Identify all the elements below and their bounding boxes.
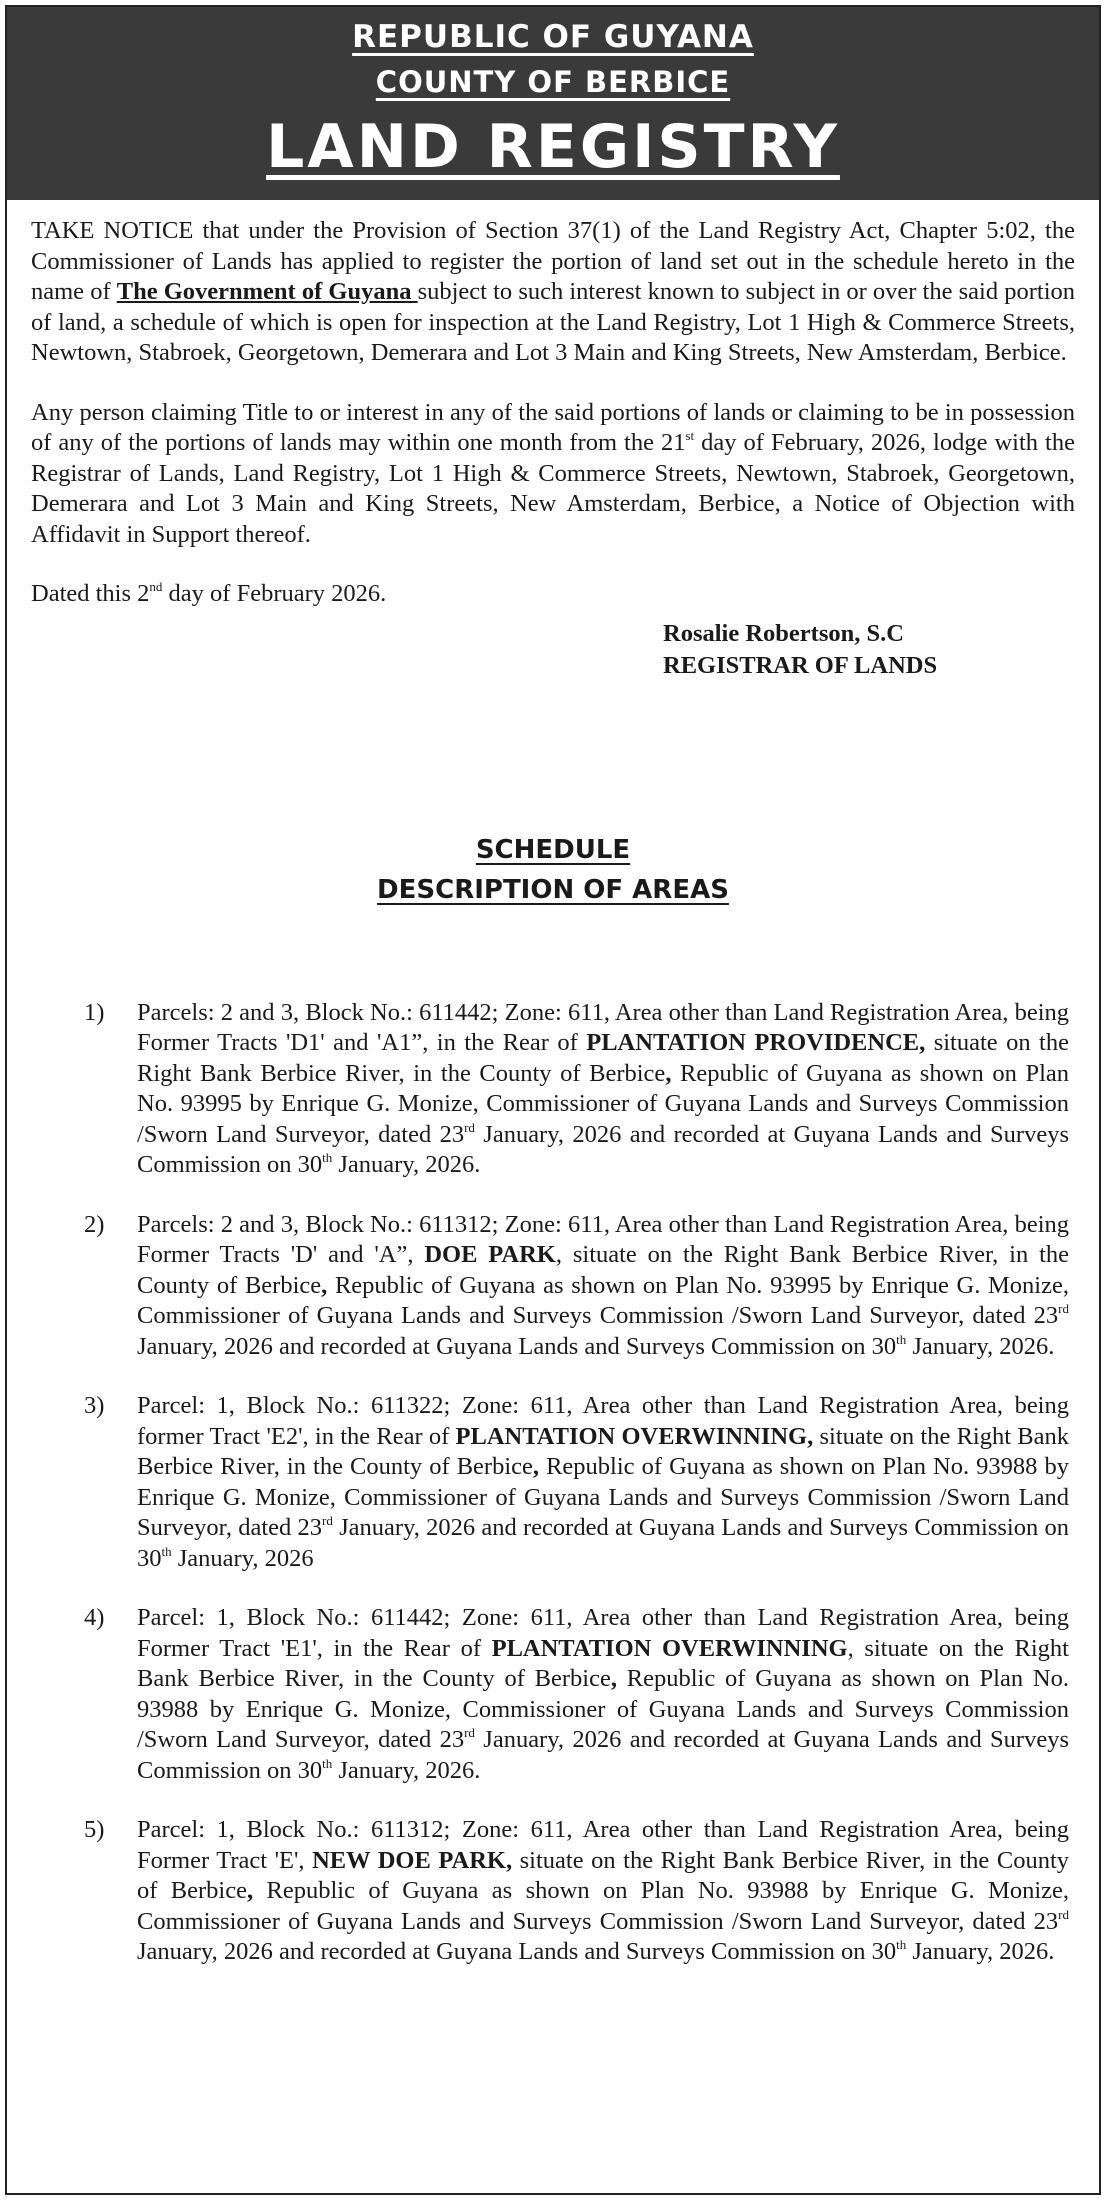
list-item-fragment: th — [161, 1543, 172, 1559]
list-item — [31, 1210, 1075, 1363]
list-item — [31, 1603, 1075, 1786]
notice-p2-sup: st — [685, 428, 695, 443]
list-item-text — [137, 1603, 1075, 1786]
list-item-fragment: th — [896, 1937, 907, 1952]
schedule-list — [31, 998, 1075, 1968]
signature-block — [663, 618, 1075, 682]
header-title: LAND REGISTRY — [266, 112, 840, 182]
list-item-fragment: rd — [464, 1725, 475, 1740]
list-item-fragment: , situate on the Right Bank Berbice River, in the County of Berbice — [137, 1634, 1069, 1692]
schedule-subtitle: DESCRIPTION OF AREAS — [377, 874, 729, 905]
list-item-fragment: Parcels: 2 and 3, Block No.: 611442; Zone: 611, Area other than Land Registration Area, being Former Tracts 'D1' and 'A1”, in the Rear of — [137, 998, 1069, 1056]
list-item-fragment: January, 2026. — [332, 1756, 481, 1784]
header-county: COUNTY OF BERBICE — [375, 65, 731, 99]
dated-text: Dated this 2 — [31, 580, 150, 607]
list-item-fragment: th — [322, 1755, 333, 1771]
list-item-fragment: January, 2026. — [906, 1938, 1055, 1965]
list-item-number: 1) — [84, 998, 105, 1026]
registrar-name: Rosalie Robertson, S.C — [663, 619, 904, 647]
list-item-fragment: January, 2026 and recorded at Guyana Lands and Surveys Commission on 30 — [137, 1938, 897, 1965]
list-item-fragment: , — [665, 1059, 672, 1087]
list-item-fragment: situate on the Right Bank Berbice River, in the County of Berbice — [137, 1422, 1069, 1480]
list-item-fragment: Republic of Guyana as shown on Plan No. 93995 by Enrique G. Monize, Commissioner of Guyana Lands and Surveys Commission /Sworn Land Surveyor, dated 23 — [137, 1059, 1070, 1148]
property-name: DOE PARK — [424, 1241, 556, 1268]
list-item-text — [137, 1815, 1075, 1968]
list-item-fragment: , — [532, 1453, 540, 1480]
list-item-fragment: January, 2026 and recorded at Guyana Lands and Surveys Commission on 30 — [137, 1514, 1069, 1572]
list-item-fragment: situate on the Right Bank Berbice River, in the County of Berbice — [137, 1846, 1070, 1904]
notice-body — [7, 200, 1099, 1968]
notice-frame — [5, 5, 1101, 2195]
header-country: REPUBLIC OF GUYANA — [352, 19, 754, 55]
list-item-fragment: , — [610, 1665, 617, 1692]
list-item-text — [137, 1210, 1075, 1363]
list-item-fragment: Parcels: 2 and 3, Block No.: 611312; Zone: 611, Area other than Land Registration Area, being Former Tracts 'D' and 'A”, — [137, 1210, 1069, 1268]
list-item-text — [137, 998, 1075, 1181]
list-item-fragment: Parcel: 1, Block No.: 611442; Zone: 611, Area other than Land Registration Area, being Former Tract 'E1', in the Rear of — [137, 1604, 1069, 1662]
list-item — [31, 1391, 1075, 1574]
registrar-title: REGISTRAR OF LANDS — [663, 651, 938, 679]
dated-sup: nd — [149, 579, 163, 594]
applicant-name: The Government of Guyana — [116, 278, 418, 305]
list-item-fragment: , — [247, 1877, 254, 1904]
list-item-fragment: January, 2026 and recorded at Guyana Lands and Surveys Commission on 30 — [137, 1332, 897, 1360]
notice-p2-rest: day of February, 2026, lodge with the Registrar of Lands, Land Registry, Lot 1 High & Commerce Streets, Newtown, Stabroek, Georgetown, Demerara and Lot 3 Main and King Streets, New Amsterdam, Berbice, a Notice of Objection with Affidavit in Support thereof. — [31, 429, 1075, 548]
schedule-heading — [31, 830, 1075, 910]
list-item-fragment: Parcel: 1, Block No.: 611312; Zone: 611, Area other than Land Registration Area, being Former Tract 'E', — [137, 1816, 1069, 1874]
dated-rest: day of February 2026. — [162, 580, 387, 607]
dated-line — [31, 579, 1075, 610]
list-item-fragment: January, 2026 — [171, 1544, 314, 1572]
list-item-number: 2) — [84, 1210, 105, 1238]
list-item-fragment: Parcel: 1, Block No.: 611322; Zone: 611, Area other than Land Registration Area, being former Tract 'E2', in the Rear of — [137, 1392, 1069, 1450]
list-item-fragment: January, 2026. — [332, 1151, 481, 1178]
list-item-fragment: th — [322, 1150, 333, 1165]
list-item-fragment: rd — [322, 1513, 333, 1528]
list-item-fragment: Republic of Guyana as shown on Plan No. 93988 by Enrique G. Monize, Commissioner of Guyana Lands and Surveys Commission /Sworn Land Surveyor, dated 23 — [137, 1877, 1070, 1935]
list-item — [31, 1815, 1075, 1968]
notice-p2-text: Any person claiming Title to or interest in any of the said portions of lands or claiming to be in possession of any of the portions of lands may within one month from the 21 — [31, 398, 1075, 456]
list-item-fragment: Republic of Guyana as shown on Plan No. 93988 by Enrique G. Monize, Commissioner of Guyana Lands and Surveys Commission /Sworn Land Surveyor, dated 23 — [137, 1453, 1069, 1541]
list-item-fragment: January, 2026 and recorded at Guyana Lands and Surveys Commission on 30 — [137, 1120, 1069, 1178]
notice-p1-rest: subject to such interest known to subject in or over the said portion of land, a schedule of which is open for inspection at the Land Registry, Lot 1 High & Commerce Streets, Newtown, Stabroek, Georgetown, Demerara and Lot 3 Main and King Streets, New Amsterdam, Berbice. — [31, 278, 1075, 366]
list-item-fragment: th — [896, 1331, 907, 1347]
list-item-fragment: January, 2026. — [906, 1332, 1055, 1360]
property-name: PLANTATION OVERWINNING, — [455, 1422, 814, 1450]
list-item-number: 5) — [84, 1816, 105, 1843]
list-item-fragment: , — [321, 1271, 328, 1299]
list-item-text — [137, 1391, 1075, 1574]
schedule-title: SCHEDULE — [475, 834, 631, 865]
property-name: PLANTATION OVERWINNING — [491, 1634, 848, 1662]
header-banner — [7, 7, 1099, 200]
list-item-fragment: rd — [464, 1119, 475, 1135]
list-item-number: 4) — [84, 1604, 105, 1631]
notice-paragraph-2 — [31, 398, 1075, 551]
notice-p1-text: TAKE NOTICE that under the Provision of Section 37(1) of the Land Registry Act, Chapter 5:02, the Commissioner of Lands has applied to register the portion of land set out in the schedule hereto in the name of — [31, 217, 1075, 305]
list-item-fragment: Republic of Guyana as shown on Plan No. 93995 by Enrique G. Monize, Commissioner of Guyana Lands and Surveys Commission /Sworn Land Surveyor, dated 23 — [137, 1271, 1069, 1329]
property-name: PLANTATION PROVIDENCE, — [586, 1029, 926, 1056]
list-item-fragment: January, 2026 and recorded at Guyana Lands and Surveys Commission on 30 — [137, 1726, 1069, 1784]
notice-paragraph-1 — [31, 216, 1075, 369]
list-item-fragment: rd — [1058, 1906, 1069, 1922]
property-name: NEW DOE PARK, — [312, 1846, 513, 1874]
list-item — [31, 998, 1075, 1181]
list-item-fragment: situate on the Right Bank Berbice River, in the County of Berbice — [137, 1029, 1069, 1087]
list-item-fragment: rd — [1058, 1301, 1069, 1316]
list-item-fragment: Republic of Guyana as shown on Plan No. 93988 by Enrique G. Monize, Commissioner of Guyana Lands and Surveys Commission /Sworn Land Surveyor, dated 23 — [137, 1665, 1069, 1753]
list-item-number: 3) — [84, 1392, 105, 1419]
list-item-fragment: , situate on the Right Bank Berbice River, in the County of Berbice — [137, 1241, 1069, 1299]
